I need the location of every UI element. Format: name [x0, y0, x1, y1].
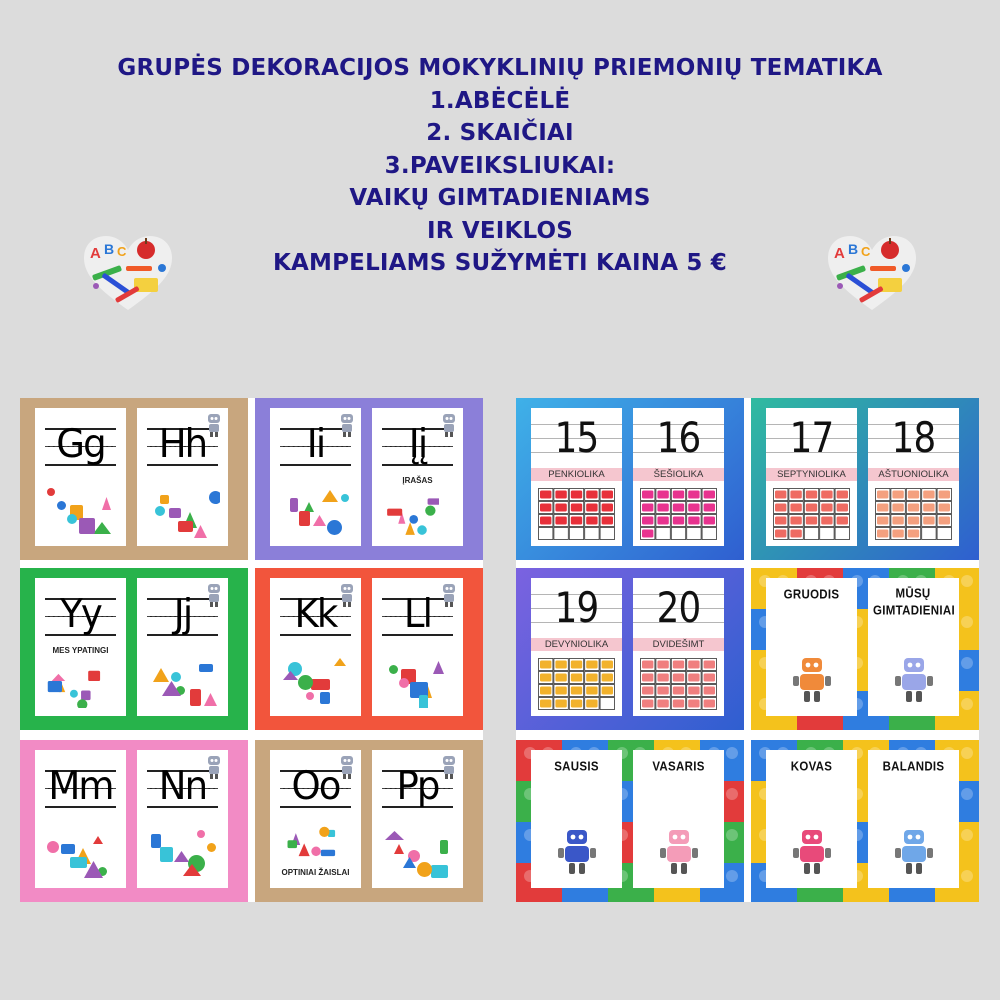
counter-mark: [673, 661, 684, 669]
card-caption: MES YPATINGI: [52, 646, 109, 655]
counter-mark: [908, 530, 919, 538]
counter-mark: [688, 661, 699, 669]
counter-mark: [555, 687, 566, 695]
counter-mark: [704, 661, 715, 669]
counter-mark: [673, 517, 684, 525]
alphabet-tile: [255, 568, 483, 730]
robot-icon: [439, 412, 459, 438]
counter-mark: [602, 661, 613, 669]
card-illustration: [43, 480, 118, 538]
robot-icon: [337, 582, 357, 608]
letter-pair: Įį: [408, 422, 427, 467]
counter-mark: [586, 504, 597, 512]
counter-mark: [790, 491, 801, 499]
month-label: SAUSIS: [554, 760, 599, 774]
counter-mark: [704, 504, 715, 512]
counter-mark: [602, 491, 613, 499]
counter-mark: [540, 661, 551, 669]
robot-icon: [892, 656, 936, 704]
month-card: [868, 578, 959, 716]
counter-mark: [555, 700, 566, 708]
ten-frame-cell: [600, 528, 614, 540]
month-tile: [516, 740, 744, 902]
counter-mark: [657, 687, 668, 695]
counter-mark: [673, 491, 684, 499]
counter-mark: [586, 674, 597, 682]
ten-frame-cell: [671, 528, 685, 540]
counter-mark: [657, 491, 668, 499]
counter-mark: [586, 491, 597, 499]
robot-icon: [790, 656, 834, 704]
counter-mark: [877, 504, 888, 512]
counter-mark: [877, 491, 888, 499]
heading-line: GRUPĖS DEKORACIJOS MOKYKLINIŲ PRIEMONIŲ TEMATIKA: [117, 55, 883, 81]
alphabet-tile: [255, 398, 483, 560]
alphabet-card: [35, 408, 126, 546]
counter-mark: [892, 530, 903, 538]
counter-mark: [673, 700, 684, 708]
alphabet-card: [372, 750, 463, 888]
counter-mark: [602, 504, 613, 512]
number-tile: [516, 568, 744, 730]
numbers-months-panel: [516, 398, 979, 902]
counter-mark: [571, 517, 582, 525]
counter-mark: [892, 504, 903, 512]
counter-mark: [602, 674, 613, 682]
counter-mark: [806, 517, 817, 525]
card-illustration: [145, 822, 220, 880]
counter-mark: [657, 504, 668, 512]
counter-mark: [642, 517, 653, 525]
counter-mark: [775, 517, 786, 525]
counter-mark: [657, 674, 668, 682]
card-illustration: [145, 650, 220, 708]
card-illustration: [380, 650, 455, 708]
counter-mark: [688, 517, 699, 525]
ten-frame-cell: [656, 528, 670, 540]
alphabet-card: [137, 408, 228, 546]
svg-text:C: C: [861, 244, 871, 259]
heading-line: KAMPELIAMS SUŽYMĖTI KAINA 5 €: [272, 250, 728, 276]
counter-mark: [877, 530, 888, 538]
ten-frame-cell: [835, 528, 849, 540]
letter-pair: Mm: [48, 764, 113, 809]
heading-line: IR VEIKLOS: [426, 217, 574, 244]
heading-line: VAIKŲ GIMTADIENIAMS: [349, 185, 651, 211]
alphabet-card: [137, 750, 228, 888]
card-illustration: [145, 480, 220, 538]
letter-pair: Oo: [291, 764, 340, 809]
counter-mark: [571, 661, 582, 669]
counter-mark: [892, 491, 903, 499]
counter-mark: [642, 530, 653, 538]
svg-text:A: A: [834, 245, 845, 262]
counter-mark: [790, 530, 801, 538]
number-card: [531, 408, 622, 546]
number-word: SEPTYNIOLIKA: [766, 468, 857, 481]
month-label: BALANDIS: [882, 760, 945, 774]
counter-mark: [939, 491, 950, 499]
number-tile: [516, 398, 744, 560]
letter-pair: Hh: [158, 422, 207, 467]
ten-frame-cell: [600, 698, 614, 710]
counter-mark: [657, 517, 668, 525]
month-label: KOVAS: [790, 760, 833, 774]
card-illustration: [380, 822, 455, 880]
alphabet-tile: [20, 740, 248, 902]
counter-mark: [555, 504, 566, 512]
alphabet-card: [35, 578, 126, 716]
heading-line: 2. SKAIČIAI: [426, 120, 574, 146]
counter-mark: [571, 491, 582, 499]
alphabet-card: [270, 750, 361, 888]
ten-frame-cell: [539, 528, 553, 540]
month-tile: [751, 740, 979, 902]
number-value: 15: [554, 413, 599, 462]
counter-mark: [837, 491, 848, 499]
counter-mark: [775, 504, 786, 512]
svg-text:B: B: [104, 241, 115, 257]
month-card: [531, 750, 622, 888]
counter-mark: [939, 517, 950, 525]
ten-frame: [640, 658, 717, 710]
counter-mark: [908, 491, 919, 499]
heading-line: 1.ABĖCĖLĖ: [429, 87, 571, 114]
letter-pair: Gg: [56, 422, 105, 467]
counter-mark: [571, 687, 582, 695]
counter-mark: [642, 661, 653, 669]
counter-mark: [939, 504, 950, 512]
counter-mark: [555, 661, 566, 669]
counter-mark: [821, 491, 832, 499]
alphabet-tile: [255, 740, 483, 902]
robot-icon: [892, 828, 936, 876]
counter-mark: [540, 700, 551, 708]
card-illustration: [278, 650, 353, 708]
counter-mark: [586, 700, 597, 708]
ten-frame-cell: [687, 528, 701, 540]
number-value: 17: [789, 413, 834, 462]
counter-mark: [704, 674, 715, 682]
counter-mark: [586, 687, 597, 695]
letter-pair: Yy: [60, 592, 101, 637]
counter-mark: [673, 674, 684, 682]
number-value: 19: [554, 583, 599, 632]
ten-frame: [538, 658, 615, 710]
ten-frame-cell: [937, 528, 951, 540]
counter-mark: [602, 517, 613, 525]
svg-text:B: B: [848, 241, 859, 257]
counter-mark: [688, 687, 699, 695]
counter-mark: [837, 504, 848, 512]
counter-mark: [908, 517, 919, 525]
letter-pair: Ll: [403, 592, 432, 637]
counter-mark: [688, 700, 699, 708]
card-illustration: [278, 818, 337, 864]
counter-mark: [704, 491, 715, 499]
counter-mark: [642, 700, 653, 708]
month-card: [766, 578, 857, 716]
counter-mark: [540, 491, 551, 499]
counter-mark: [923, 504, 934, 512]
robot-icon: [439, 754, 459, 780]
counter-mark: [775, 491, 786, 499]
letter-pair: Nn: [158, 764, 207, 809]
card-illustration: [380, 492, 439, 538]
counter-mark: [540, 674, 551, 682]
robot-icon: [337, 412, 357, 438]
robot-icon: [439, 582, 459, 608]
number-word: DEVYNIOLIKA: [531, 638, 622, 651]
ten-frame-cell: [702, 528, 716, 540]
number-word: PENKIOLIKA: [531, 468, 622, 481]
number-card: [868, 408, 959, 546]
counter-mark: [540, 517, 551, 525]
counter-mark: [908, 504, 919, 512]
number-card: [766, 408, 857, 546]
counter-mark: [923, 517, 934, 525]
counter-mark: [540, 504, 551, 512]
counter-mark: [586, 517, 597, 525]
counter-mark: [571, 504, 582, 512]
letter-pair: Kk: [294, 592, 337, 637]
counter-mark: [806, 504, 817, 512]
ten-frame-cell: [922, 528, 936, 540]
month-card: [868, 750, 959, 888]
counter-mark: [775, 530, 786, 538]
number-word: AŠTUONIOLIKA: [868, 468, 959, 481]
card-caption: ĮRAŠAS: [402, 476, 433, 485]
ten-frame-cell: [820, 528, 834, 540]
counter-mark: [642, 504, 653, 512]
month-tile: [751, 568, 979, 730]
ten-frame-cell: [804, 528, 818, 540]
number-value: 20: [656, 583, 701, 632]
number-card: [531, 578, 622, 716]
number-word: DVIDEŠIMT: [633, 638, 724, 651]
ten-frame-cell: [585, 528, 599, 540]
alphabet-card: [137, 578, 228, 716]
ten-frame: [538, 488, 615, 540]
alphabet-card: [372, 408, 463, 546]
alphabet-card: [270, 408, 361, 546]
card-illustration: [278, 480, 353, 538]
number-card: [633, 408, 724, 546]
alphabet-cards-panel: [20, 398, 483, 902]
counter-mark: [555, 491, 566, 499]
letter-pair: Jj: [173, 592, 192, 637]
card-illustration: [43, 662, 102, 708]
counter-mark: [688, 491, 699, 499]
number-value: 16: [656, 413, 701, 462]
card-caption: OPTINIAI ŽAISLAI: [281, 868, 350, 877]
ten-frame: [640, 488, 717, 540]
counter-mark: [555, 674, 566, 682]
number-tile: [751, 398, 979, 560]
robot-icon: [657, 828, 701, 876]
month-label: GRUODIS: [783, 588, 840, 602]
counter-mark: [704, 700, 715, 708]
robot-icon: [204, 582, 224, 608]
counter-mark: [642, 674, 653, 682]
alphabet-card: [270, 578, 361, 716]
alphabet-tile: [20, 568, 248, 730]
counter-mark: [657, 661, 668, 669]
letter-pair: Pp: [396, 764, 439, 809]
counter-mark: [673, 687, 684, 695]
counter-mark: [642, 687, 653, 695]
month-card: [633, 750, 724, 888]
school-supplies-heart-icon: [80, 234, 176, 312]
number-value: 18: [891, 413, 936, 462]
counter-mark: [602, 687, 613, 695]
robot-icon: [790, 828, 834, 876]
counter-mark: [642, 491, 653, 499]
counter-mark: [571, 674, 582, 682]
counter-mark: [657, 700, 668, 708]
counter-mark: [790, 504, 801, 512]
counter-mark: [688, 504, 699, 512]
counter-mark: [790, 517, 801, 525]
number-card: [633, 578, 724, 716]
svg-text:C: C: [117, 244, 127, 259]
alphabet-card: [35, 750, 126, 888]
counter-mark: [704, 517, 715, 525]
number-word: ŠEŠIOLIKA: [633, 468, 724, 481]
counter-mark: [806, 491, 817, 499]
counter-mark: [673, 504, 684, 512]
counter-mark: [586, 661, 597, 669]
letter-pair: Ii: [306, 422, 325, 467]
ten-frame: [773, 488, 850, 540]
robot-icon: [204, 412, 224, 438]
ten-frame-cell: [554, 528, 568, 540]
robot-icon: [555, 828, 599, 876]
counter-mark: [821, 504, 832, 512]
counter-mark: [704, 687, 715, 695]
counter-mark: [837, 517, 848, 525]
counter-mark: [892, 517, 903, 525]
month-label: MŪSŲ GIMTADIENIAI: [873, 586, 955, 618]
school-supplies-heart-icon: [824, 234, 920, 312]
counter-mark: [540, 687, 551, 695]
robot-icon: [337, 754, 357, 780]
month-label: VASARIS: [652, 760, 705, 774]
month-card: [766, 750, 857, 888]
ten-frame: [875, 488, 952, 540]
card-illustration: [43, 822, 118, 880]
heading-line: 3.PAVEIKSLIUKAI:: [384, 152, 616, 179]
counter-mark: [688, 674, 699, 682]
counter-mark: [571, 700, 582, 708]
ten-frame-cell: [569, 528, 583, 540]
counter-mark: [821, 517, 832, 525]
counter-mark: [923, 491, 934, 499]
alphabet-tile: [20, 398, 248, 560]
counter-mark: [877, 517, 888, 525]
svg-text:A: A: [90, 245, 101, 262]
alphabet-card: [372, 578, 463, 716]
robot-icon: [204, 754, 224, 780]
counter-mark: [555, 517, 566, 525]
